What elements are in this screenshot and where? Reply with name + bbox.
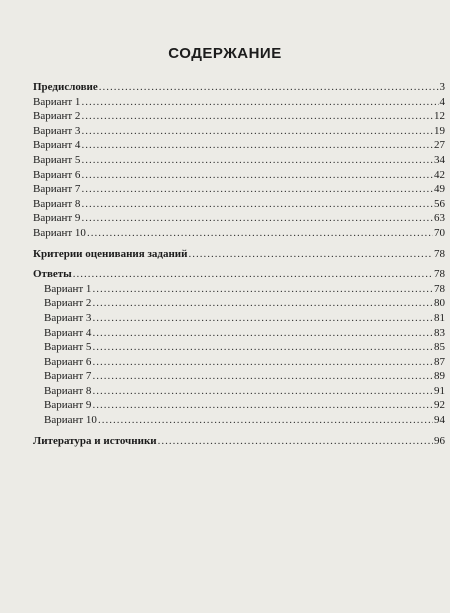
toc-entry-label: Вариант 1: [33, 95, 81, 108]
toc-entry-label: Ответы: [33, 268, 72, 281]
toc-leader-dots: [81, 211, 433, 226]
toc-entry-label: Вариант 9: [33, 212, 81, 225]
toc-entry-label: Вариант 5: [33, 153, 81, 166]
toc-entry-variant-1: [33, 95, 445, 110]
toc-entry-variant-3: [33, 124, 445, 139]
toc-entry-variant-8: [33, 197, 445, 212]
toc-entry-answer-variant-6: [33, 355, 445, 370]
toc-entry-criteria: [33, 247, 445, 262]
toc-entry-variant-2: [33, 109, 445, 124]
toc-entry-label: Вариант 4: [33, 139, 81, 152]
toc-page-number: 49: [434, 183, 445, 196]
toc-leader-dots: [188, 247, 433, 262]
toc-entry-variant-7: [33, 182, 445, 197]
toc-entry-label: Вариант 5: [44, 341, 92, 354]
toc-entry-label: Вариант 2: [44, 297, 92, 310]
toc-page-number: 56: [434, 197, 445, 210]
toc-page-number: 96: [434, 434, 445, 447]
toc-entry-answer-variant-10: [33, 413, 445, 428]
toc-entry-label: Вариант 8: [33, 197, 81, 210]
toc-entry-variant-6: [33, 168, 445, 183]
toc-entry-label: Вариант 2: [33, 110, 81, 123]
toc-page-number: 78: [434, 268, 445, 281]
toc-page-number: 87: [434, 355, 445, 368]
toc-entry-label: Литература и источники: [33, 434, 157, 447]
toc-leader-dots: [92, 326, 433, 341]
toc-entry-label: Вариант 6: [33, 168, 81, 181]
toc-entry-answer-variant-4: [33, 326, 445, 341]
toc-entry-label: Вариант 10: [44, 414, 97, 427]
toc-entry-literature: [33, 434, 445, 449]
toc-leader-dots: [92, 296, 433, 311]
toc-entry-label: Вариант 10: [33, 226, 86, 239]
toc-leader-dots: [92, 369, 433, 384]
toc-entry-answer-variant-9: [33, 398, 445, 413]
toc-page-number: 63: [434, 212, 445, 225]
toc-leader-dots: [81, 95, 438, 110]
toc-leader-dots: [73, 267, 433, 282]
toc-entry-label: Вариант 1: [44, 282, 92, 295]
toc-entry-answer-variant-8: [33, 384, 445, 399]
toc-page-number: 12: [434, 110, 445, 123]
toc-leader-dots: [92, 398, 433, 413]
toc-page-number: 78: [434, 247, 445, 260]
toc-page-number: 81: [434, 311, 445, 324]
toc-entry-label: Вариант 9: [44, 399, 92, 412]
toc-entry-label: Вариант 7: [33, 183, 81, 196]
toc-entry-label: Вариант 8: [44, 384, 92, 397]
toc-leader-dots: [98, 413, 433, 428]
toc-page-number: 83: [434, 326, 445, 339]
toc-page-number: 92: [434, 399, 445, 412]
toc-entry-answer-variant-3: [33, 311, 445, 326]
toc-entry-label: Вариант 7: [44, 370, 92, 383]
toc-page-number: 3: [439, 81, 445, 93]
toc-page-number: 4: [439, 95, 445, 108]
toc-page-number: 42: [434, 168, 445, 181]
toc-leader-dots: [81, 153, 433, 168]
toc-entry-answer-variant-2: [33, 296, 445, 311]
toc-page-number: 27: [434, 139, 445, 152]
toc-leader-dots: [92, 282, 433, 297]
toc-leader-dots: [92, 384, 433, 399]
toc-leader-dots: [81, 138, 433, 153]
toc-page-number: 70: [434, 226, 445, 239]
toc-entry-answers: [33, 267, 445, 282]
toc-leader-dots: [99, 80, 439, 95]
toc-leader-dots: [81, 182, 433, 197]
toc-entry-variant-5: [33, 153, 445, 168]
toc-entry-variant-9: [33, 211, 445, 226]
toc-entry-variant-10: [33, 226, 445, 241]
toc-leader-dots: [158, 434, 433, 449]
toc-page-number: 80: [434, 297, 445, 310]
toc-page-number: 19: [434, 124, 445, 137]
toc-entry-label: Вариант 6: [44, 355, 92, 368]
toc-entry-answer-variant-7: [33, 369, 445, 384]
toc-leader-dots: [87, 226, 433, 241]
table-of-contents: [33, 80, 445, 448]
toc-entry-label: Вариант 3: [44, 311, 92, 324]
toc-entry-label: Критерии оценивания заданий: [33, 247, 188, 260]
toc-leader-dots: [81, 109, 433, 124]
toc-page-number: 34: [434, 153, 445, 166]
toc-entry-preface: [33, 80, 445, 95]
toc-entry-answer-variant-1: [33, 282, 445, 297]
toc-entry-answer-variant-5: [33, 340, 445, 355]
toc-entry-label: Вариант 3: [33, 124, 81, 137]
toc-entry-label: Предисловие: [33, 81, 98, 93]
toc-leader-dots: [92, 355, 433, 370]
toc-leader-dots: [81, 197, 433, 212]
toc-leader-dots: [92, 340, 433, 355]
toc-page-number: 85: [434, 341, 445, 354]
toc-leader-dots: [81, 124, 433, 139]
toc-page-number: 91: [434, 384, 445, 397]
toc-page-number: 94: [434, 414, 445, 427]
toc-leader-dots: [92, 311, 433, 326]
toc-leader-dots: [81, 168, 433, 183]
toc-page-number: 89: [434, 370, 445, 383]
toc-entry-label: Вариант 4: [44, 326, 92, 339]
toc-page-number: 78: [434, 282, 445, 295]
page-title: СОДЕРЖАНИЕ: [168, 45, 282, 62]
toc-entry-variant-4: [33, 138, 445, 153]
